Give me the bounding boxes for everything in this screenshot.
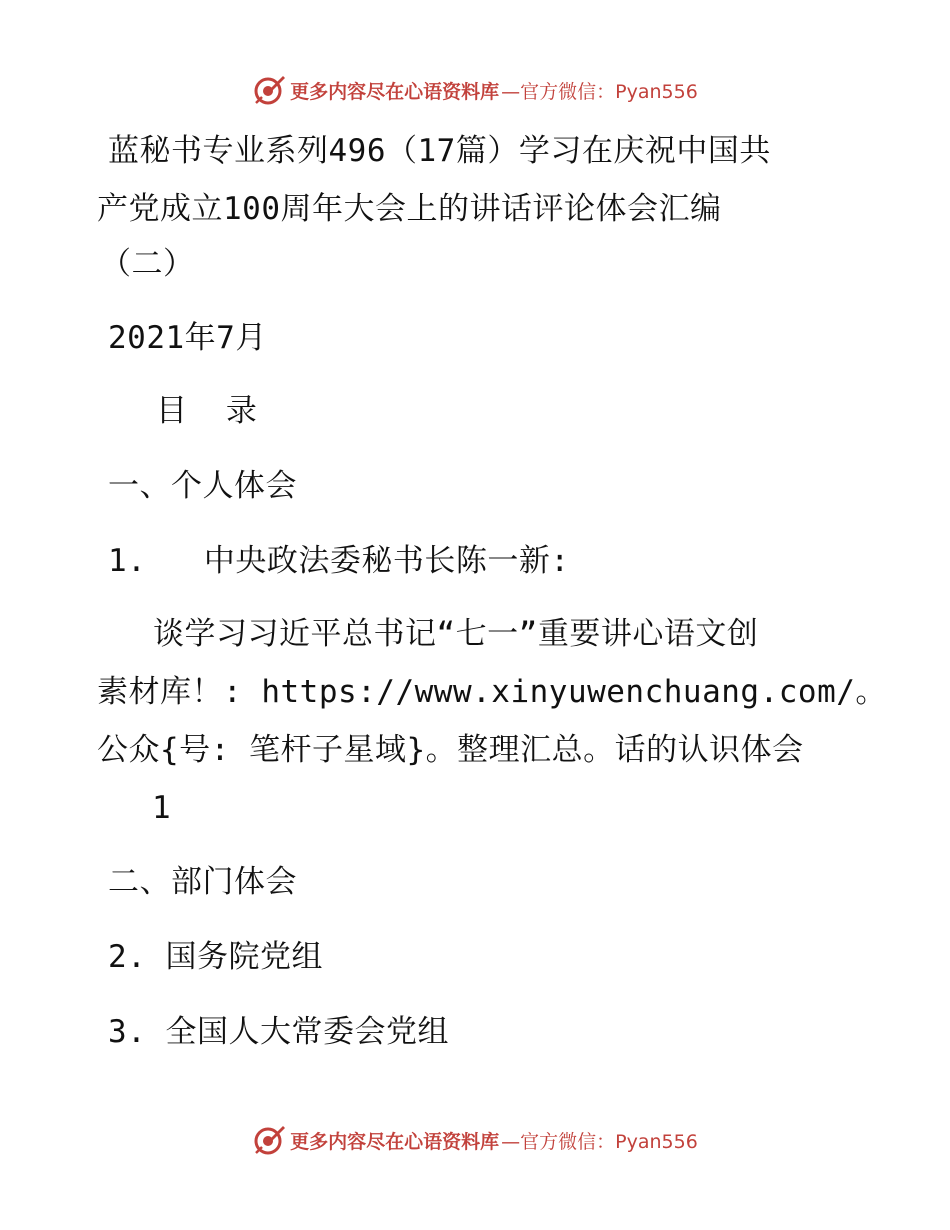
toc-item-1-line-4: 公众{号: 笔杆子星域}。整理汇总。话的认识体会 <box>97 732 804 768</box>
doc-date: 2021年7月 <box>108 320 267 356</box>
toc-section-2: 二、部门体会 <box>108 864 297 900</box>
toc-item-3: 3. 全国人大常委会党组 <box>108 1014 449 1050</box>
toc-heading: 目 录 <box>156 393 258 429</box>
pen-logo-icon <box>252 1123 286 1157</box>
doc-title-line-2: 产党成立100周年大会上的讲话评论体会汇编 <box>97 191 722 227</box>
banner-main-text: 更多内容尽在心语资料库 <box>290 80 500 103</box>
toc-item-2: 2. 国务院党组 <box>108 939 323 975</box>
footer-watermark-banner <box>0 1120 950 1160</box>
header-watermark-banner <box>0 70 950 110</box>
banner-wechat-text: —官方微信：Pyan556 <box>501 1130 698 1153</box>
toc-item-1: 1. 中央政法委秘书长陈一新: <box>108 543 570 579</box>
doc-title-line-1: 蓝秘书专业系列496（17篇）学习在庆祝中国共 <box>108 133 771 169</box>
banner-main-text: 更多内容尽在心语资料库 <box>290 1130 500 1153</box>
toc-item-1-line-2: 谈学习习近平总书记“七一”重要讲心语文创 <box>153 616 759 652</box>
banner-wechat-text: —官方微信：Pyan556 <box>501 80 698 103</box>
toc-item-1-line-3: 素材库！: https://www.xinyuwenchuang.com/。 <box>97 674 887 710</box>
toc-item-1-page-number: 1 <box>152 790 172 826</box>
doc-title-line-3: （二） <box>100 246 195 282</box>
pen-logo-icon <box>252 73 286 107</box>
toc-section-1: 一、个人体会 <box>108 468 297 504</box>
